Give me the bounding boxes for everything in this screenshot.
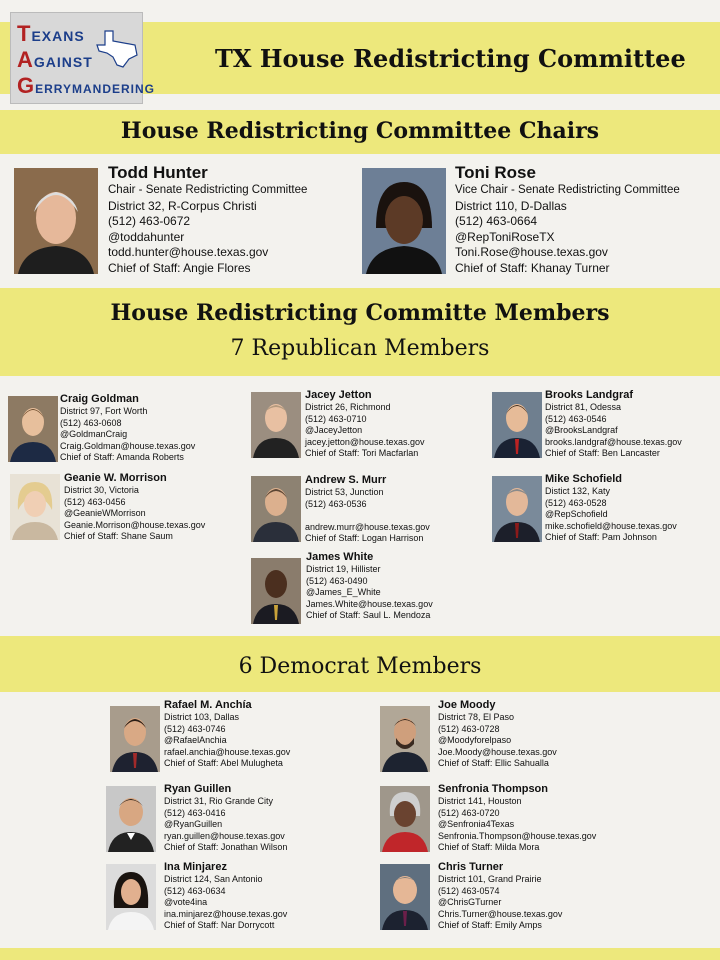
member-photo [492,476,542,542]
member-name: Andrew S. Murr [305,474,387,486]
member-card [164,783,359,854]
member-staff: Chief of Staff: Saul L. Mendoza [306,610,431,620]
logo-line-3: GERRYMANDERING [17,73,156,98]
member-name: Ryan Guillen [164,783,232,795]
chair-staff: Chief of Staff: Khanay Turner [455,260,610,275]
member-phone: (512) 463-0710 [305,413,367,424]
chairs-heading: House Redistricting Committee Chairs [120,118,600,144]
member-card [305,474,490,545]
member-handle[interactable]: @RafaelAnchia [164,735,227,745]
member-staff: Chief of Staff: Emily Amps [438,920,542,930]
member-district: District 78, El Paso [438,712,515,722]
member-staff: Chief of Staff: Ellic Sahualla [438,758,549,768]
member-district: District 97, Fort Worth [60,406,148,416]
member-handle[interactable]: @vote4ina [164,897,208,907]
member-handle[interactable]: @James_E_White [306,587,381,597]
member-handle[interactable]: @JaceyJetton [305,425,363,435]
member-photo [380,786,430,852]
member-phone: (512) 463-0728 [438,723,500,734]
member-phone: (512) 463-0574 [438,885,500,896]
footer-band [0,948,720,960]
member-name: Mike Schofield [545,473,623,485]
member-email[interactable]: brooks.landgraf@house.texas.gov [545,436,682,447]
republicans-heading: 7 Republican Members [230,336,490,361]
member-photo [251,558,301,624]
member-handle[interactable]: @BrooksLandgraf [545,425,618,435]
member-photo [106,786,156,852]
member-handle[interactable]: @ChrisGTurner [438,897,502,907]
member-email[interactable]: James.White@house.texas.gov [306,598,433,609]
member-phone: (512) 463-0536 [305,498,367,509]
member-district: District 30, Victoria [64,485,139,495]
chair-email[interactable]: Toni.Rose@house.texas.gov [455,245,608,259]
chair-card-rose [455,163,717,276]
member-email[interactable]: Craig.Goldman@house.texas.gov [60,440,196,451]
member-email[interactable]: mike.schofield@house.texas.gov [545,520,677,531]
member-name: Ina Minjarez [164,861,227,873]
member-district: District 81, Odessa [545,402,622,412]
member-district: Distict 132, Katy [545,486,611,496]
member-card [438,783,648,854]
chair-name: Toni Rose [455,163,536,182]
member-email[interactable]: Senfronia.Thompson@house.texas.gov [438,830,597,841]
member-email[interactable]: Chris.Turner@house.texas.gov [438,908,563,919]
member-phone: (512) 463-0490 [306,575,368,586]
member-card [164,861,359,932]
chair-staff: Chief of Staff: Angie Flores [108,260,251,275]
chair-phone: (512) 463-0672 [108,214,191,228]
member-handle[interactable]: @GoldmanCraig [60,429,128,439]
chair-district: District 32, R-Corpus Christi [108,198,257,213]
member-card [438,861,633,932]
member-district: District 19, Hillister [306,564,381,574]
member-photo [8,396,58,462]
member-handle[interactable] [305,510,490,522]
member-district: District 26, Richmond [305,402,391,412]
member-phone: (512) 463-0608 [60,417,122,428]
member-staff: Chief of Staff: Jonathan Wilson [164,842,288,852]
member-name: Rafael M. Anchía [164,699,252,711]
member-card [305,389,490,460]
member-phone: (512) 463-0634 [164,885,226,896]
member-staff: Chief of Staff: Pam Johnson [545,532,657,542]
logo-line-1: TEXANS [17,21,85,46]
logo [10,12,156,104]
member-phone: (512) 463-0416 [164,807,226,818]
member-staff: Chief of Staff: Ben Lancaster [545,448,660,458]
member-photo [380,706,430,772]
member-district: District 101, Grand Prairie [438,874,542,884]
member-email[interactable]: Joe.Moody@house.texas.gov [438,746,557,757]
member-photo [251,476,301,542]
member-photo [110,706,160,772]
member-staff: Chief of Staff: Tori Macfarlan [305,448,419,458]
member-email[interactable]: rafael.anchia@house.texas.gov [164,746,291,757]
member-district: District 53, Junction [305,487,384,497]
member-email[interactable]: Geanie.Morrison@house.texas.gov [64,519,206,530]
member-phone: (512) 463-0528 [545,497,607,508]
member-name: Jacey Jetton [305,389,372,401]
member-handle[interactable]: @GeanieWMorrison [64,508,146,518]
member-photo [251,392,301,458]
member-name: Chris Turner [438,861,504,873]
member-name: Senfronia Thompson [438,783,548,795]
texas-map-icon [95,29,139,69]
chair-name: Todd Hunter [108,163,208,182]
member-card [164,699,359,770]
member-photo [106,864,156,930]
chair-photo-rose [362,168,446,274]
member-phone: (512) 463-0746 [164,723,226,734]
member-district: District 31, Rio Grande City [164,796,274,806]
chair-handle[interactable]: @toddahunter [108,229,185,244]
member-email[interactable]: jacey.jetton@house.texas.gov [305,436,425,447]
chair-district: District 110, D-Dallas [455,198,567,213]
member-staff: Chief of Staff: Amanda Roberts [60,452,184,462]
member-district: District 141, Houston [438,796,522,806]
member-phone: (512) 463-0720 [438,807,500,818]
member-photo [380,864,430,930]
member-name: James White [306,551,374,563]
member-handle[interactable]: @RyanGuillen [164,819,223,829]
member-staff: Chief of Staff: Abel Mulugheta [164,758,283,768]
member-photo [492,392,542,458]
chair-handle[interactable]: @RepToniRoseTX [455,229,555,244]
member-photo [10,474,60,540]
members-heading: House Redistricting Committe Members [110,300,610,326]
member-name: Geanie W. Morrison [64,472,167,484]
chair-role: Chair - Senate Redistricting Committee [108,184,308,196]
logo-line-2: AGAINST [17,47,93,72]
chair-card-hunter [108,163,358,276]
member-name: Craig Goldman [60,393,139,405]
member-staff: Chief of Staff: Milda Mora [438,842,540,852]
page-title: TX House Redistricting Committee [215,44,686,73]
chair-photo-hunter [14,168,98,274]
member-email[interactable]: ryan.guillen@house.texas.gov [164,830,285,841]
member-handle[interactable]: @Moodyforelpaso [438,735,512,745]
member-card [60,393,240,464]
member-card [438,699,633,770]
member-card [545,389,720,460]
member-card [545,473,720,544]
democrats-heading: 6 Democrat Members [238,654,482,679]
member-staff: Chief of Staff: Nar Dorrycott [164,920,275,930]
member-district: District 103, Dallas [164,712,240,722]
member-name: Joe Moody [438,699,496,711]
member-name: Brooks Landgraf [545,389,634,401]
member-phone: (512) 463-0456 [64,496,126,507]
member-handle[interactable]: @Senfronia4Texas [438,819,515,829]
member-handle[interactable]: @RepSchofield [545,509,608,519]
member-email[interactable]: ina.minjarez@house.texas.gov [164,908,288,919]
member-district: District 124, San Antonio [164,874,263,884]
member-phone: (512) 463-0546 [545,413,607,424]
chair-email[interactable]: todd.hunter@house.texas.gov [108,245,269,259]
member-card [306,551,491,622]
member-staff: Chief of Staff: Logan Harrison [305,533,424,543]
member-card [64,472,249,543]
member-staff: Chief of Staff: Shane Saum [64,531,173,541]
member-email[interactable]: andrew.murr@house.texas.gov [305,521,430,532]
chair-role: Vice Chair - Senate Redistricting Committee [455,184,680,196]
chair-phone: (512) 463-0664 [455,214,538,228]
